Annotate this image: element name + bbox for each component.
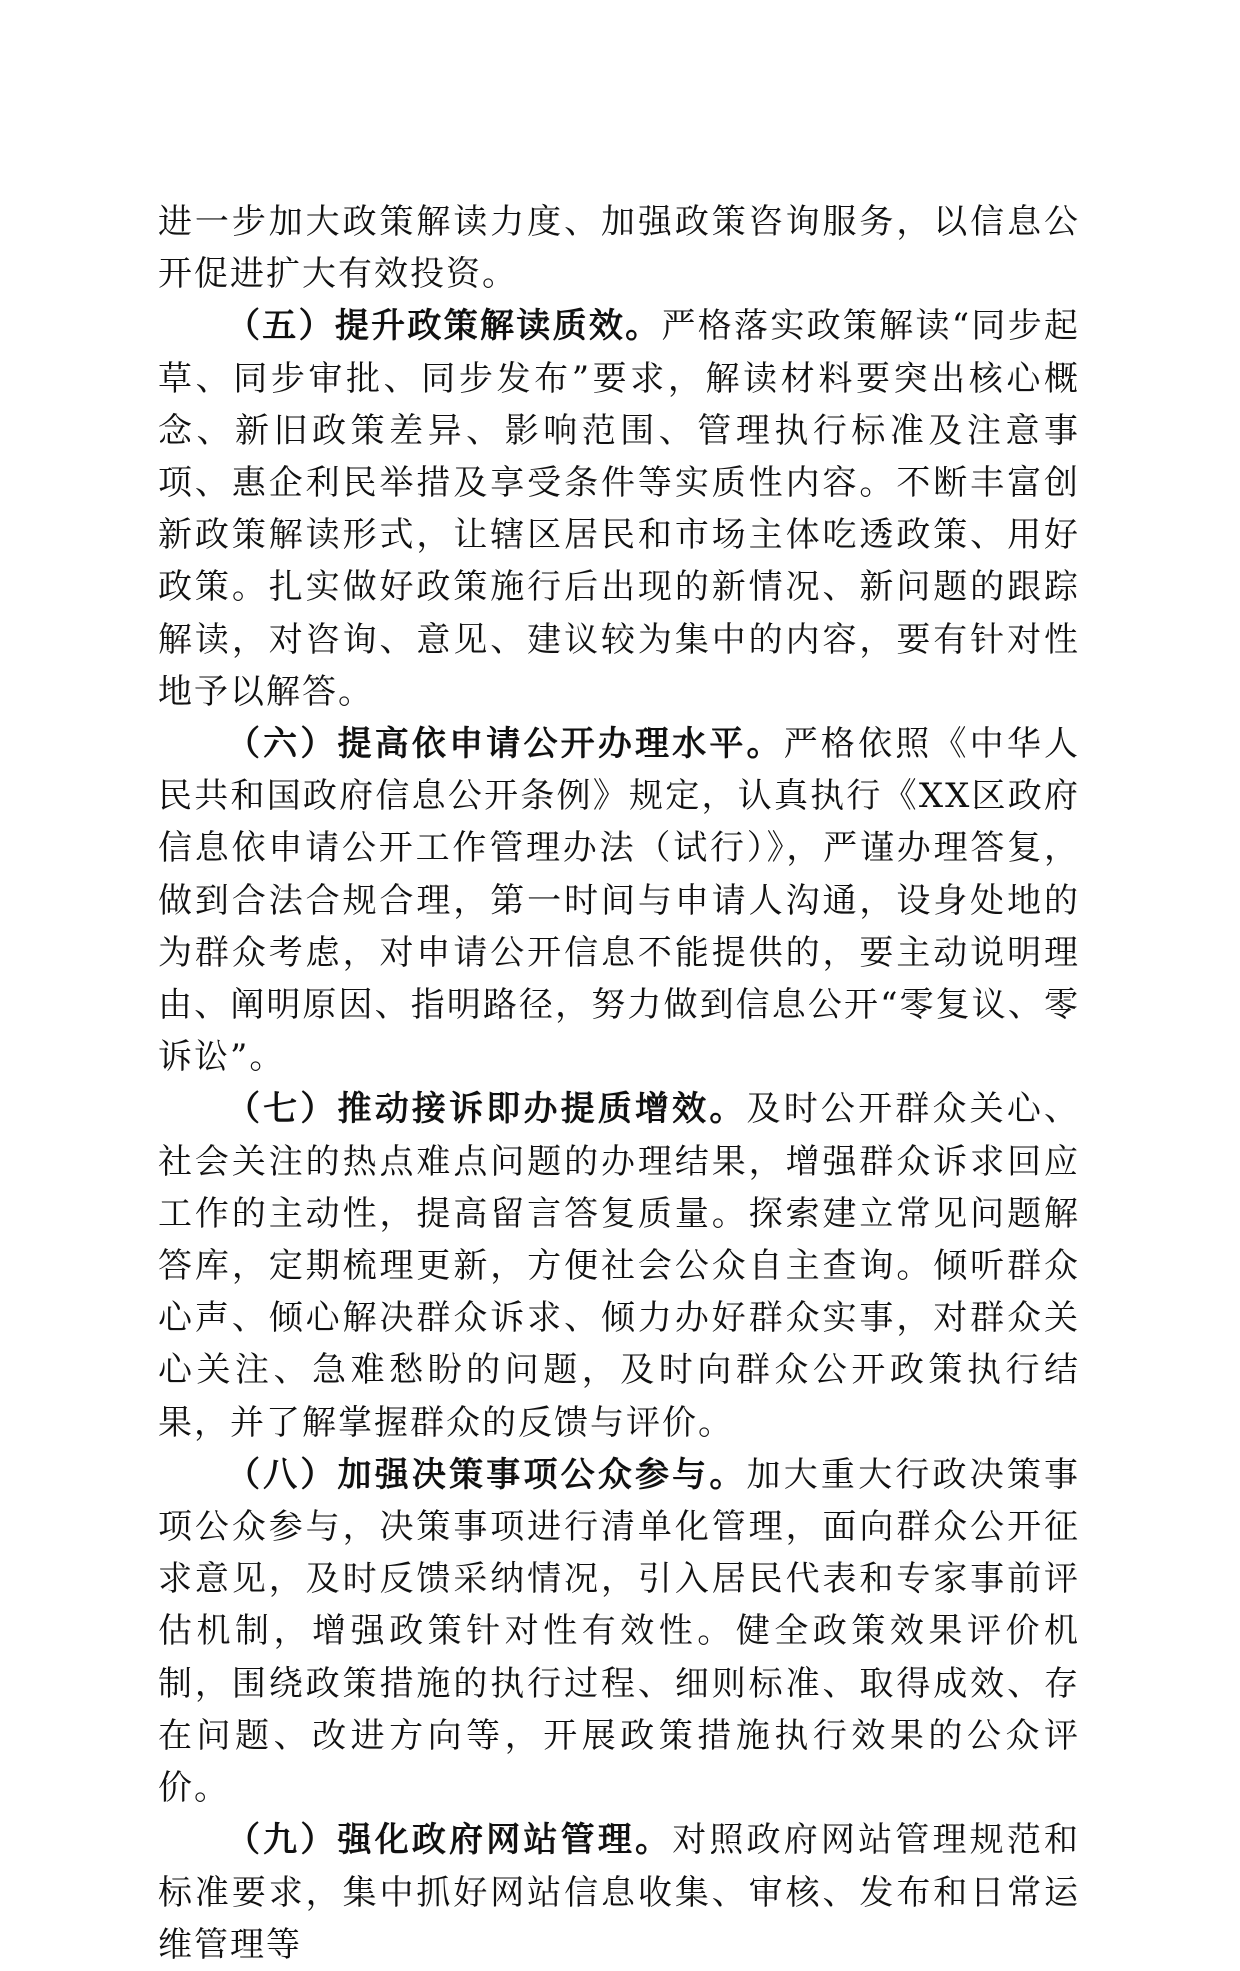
paragraph-complaint-handling — [158, 1083, 1080, 1448]
paragraph-public-participation — [158, 1449, 1080, 1814]
section-heading: （七）推动接诉即办提质增效。 — [226, 1089, 747, 1130]
document-body — [158, 196, 1080, 1971]
paragraph-text: 进一步加大政策解读力度、加强政策咨询服务，以信息公开促进扩大有效投资。 — [158, 202, 1080, 295]
paragraph-application-disclosure — [158, 718, 1080, 1083]
section-heading: （九）强化政府网站管理。 — [226, 1820, 673, 1861]
paragraph-website-management — [158, 1814, 1080, 1971]
paragraph-text: 对照政府网站管理规范和标准要求，集中抓好网站信息收集、审核、发布和日常运维管理等 — [158, 1820, 1081, 1965]
section-heading: （五）提升政策解读质效。 — [226, 306, 662, 347]
section-heading: （八）加强决策事项公众参与。 — [226, 1454, 747, 1495]
paragraph-text: 严格依照《中华人民共和国政府信息公开条例》规定，认真执行《XX区政府信息依申请公开工作管理办法（试行）》，严谨办理答复，做到合法合规合理，第一时间与申请人沟通，设身处地的为群众考虑，对申请公开信息不能提供的，要主动说明理由、阐明原因、指明路径，努力做到信息公开“零复议、零诉讼”。 — [158, 724, 1081, 1078]
paragraph-text: 加大重大行政决策事项公众参与，决策事项进行清单化管理，面向群众公开征求意见，及时反馈采纳情况，引入居民代表和专家事前评估机制，增强政策针对性有效性。健全政策效果评价机制，围绕政策措施的执行过程、细则标准、取得成效、存在问题、改进方向等，开展政策措施执行效果的公众评价。 — [158, 1454, 1081, 1809]
paragraph-text: 及时公开群众关心、社会关注的热点难点问题的办理结果，增强群众诉求回应工作的主动性，提高留言答复质量。探索建立常见问题解答库，定期梳理更新，方便社会公众自主查询。倾听群众心声、倾心解决群众诉求、倾力办好群众实事，对群众关心关注、急难愁盼的问题，及时向群众公开政策执行结果，并了解掌握群众的反馈与评价。 — [158, 1089, 1081, 1443]
section-heading: （六）提高依申请公开办理水平。 — [226, 724, 784, 765]
paragraph-text: 严格落实政策解读“同步起草、同步审批、同步发布”要求，解读材料要突出核心概念、新旧政策差异、影响范围、管理执行标准及注意事项、惠企利民举措及享受条件等实质性内容。不断丰富创新政策解读形式，让辖区居民和市场主体吃透政策、用好政策。扎实做好政策施行后出现的新情况、新问题的跟踪解读，对咨询、意见、建议较为集中的内容，要有针对性地予以解答。 — [158, 306, 1080, 712]
paragraph-continued — [158, 196, 1080, 300]
paragraph-policy-interpretation — [158, 300, 1080, 718]
